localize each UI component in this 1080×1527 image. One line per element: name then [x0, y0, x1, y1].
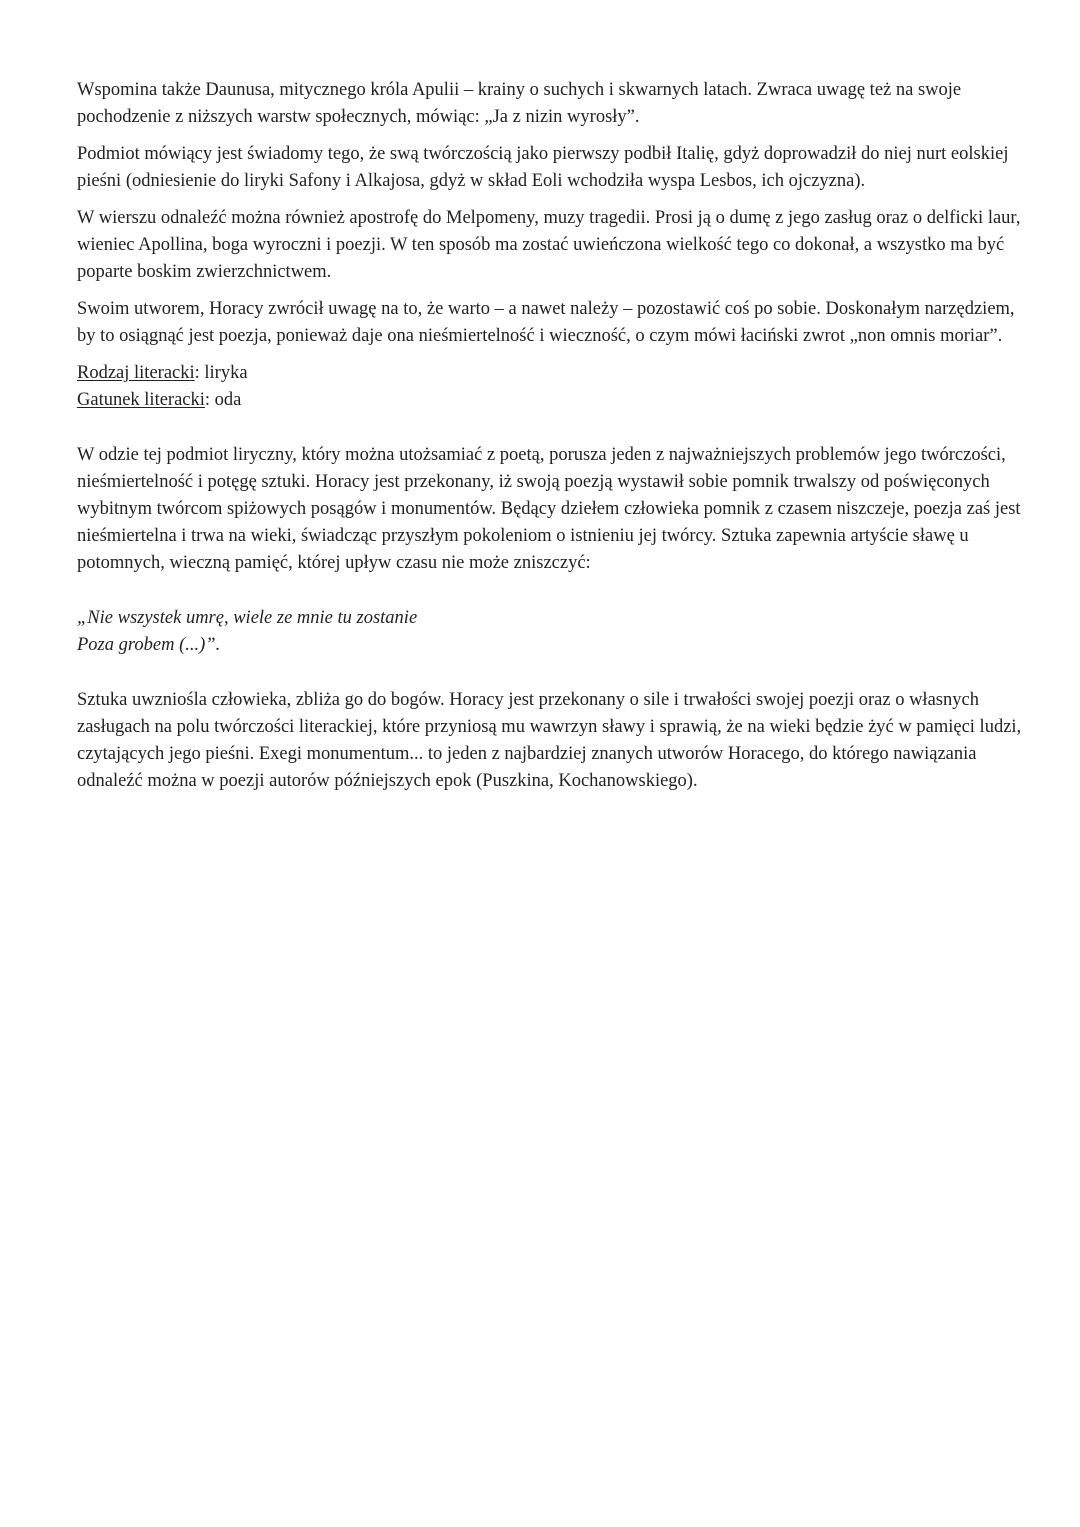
- paragraph-melpomena: W wierszu odnaleźć można również apostrofę do Melpomeny, muzy tragedii. Prosi ją o dumę z jego zasług oraz o delficki laur, wieniec Apollina, boga wyroczni i poezji. W ten sposób ma zostać uwieńczona wielkość tego co dokonał, a wszystko ma być poparte boskim zwierzchnictwem.: [77, 208, 1021, 282]
- literary-kind: [77, 360, 1027, 387]
- literary-kind-value: : liryka: [194, 363, 248, 383]
- paragraph-conclusion: Sztuka uwzniośla człowieka, zbliża go do bogów. Horacy jest przekonany o sile i trwałości swojej poezji oraz o własnych zasługach na polu twórczości literackiej, które przyniosą mu wawrzyn sławy i sprawią, że na wieki będzie żyć w pamięci ludzi, czytających jego pieśni. Exegi monumentum... to jeden z najbardziej znanych utworów Horacego, do którego nawiązania odnaleźć można w poezji autorów późniejszych epok (Puszkina, Kochanowskiego).: [77, 690, 1022, 791]
- literary-genre-value: : oda: [204, 390, 242, 410]
- paragraph-italia: Podmiot mówiący jest świadomy tego, że swą twórczością jako pierwszy podbił Italię, gdyż doprowadził do niej nurt eolskiej pieśni (odniesienie do liryki Safony i Alkajosa, gdyż w skład Eoli wchodziła wyspa Lesbos, ich ojczyzna).: [77, 144, 1009, 191]
- literary-kind-label: Rodzaj literacki: [77, 363, 195, 383]
- literary-genre-label: Gatunek literacki: [77, 390, 205, 410]
- paragraph-non-omnis-moriar: Swoim utworem, Horacy zwrócił uwagę na to, że warto – a nawet należy – pozostawić coś po sobie. Doskonałym narzędziem, by to osiągnąć jest poezja, ponieważ daje ona nieśmiertelność i wieczność, o czym mówi łaciński zwrot „non omnis moriar”.: [77, 299, 1015, 346]
- paragraph-daunus: Wspomina także Daunusa, mitycznego króla Apulii – krainy o suchych i skwarnych latach. Zwraca uwagę też na swoje pochodzenie z niższych warstw społecznych, mówiąc: „Ja z nizin wyrosły”.: [77, 80, 962, 127]
- paragraph-oda-analysis: W odzie tej podmiot liryczny, który można utożsamiać z poetą, porusza jeden z najważniejszych problemów jego twórczości, nieśmiertelność i potęgę sztuki. Horacy jest przekonany, iż swoją poezją wystawił sobie pomnik trwalszy od poświęconych wybitnym twórcom spiżowych posągów i monumentów. Będący dziełem człowieka pomnik z czasem niszczeje, poezja zaś jest nieśmiertelna i trwa na wieki, świadcząc przyszłym pokoleniom o istnieniu jej twórcy. Sztuka zapewnia artyście sławę u potomnych, wieczną pamięć, której upływ czasu nie może zniszczyć:: [77, 445, 1021, 573]
- document-page: [77, 77, 1027, 805]
- quote-line-2: Poza grobem (...)”.: [77, 635, 221, 655]
- quote-block: [77, 605, 1027, 659]
- quote-line-1: „Nie wszystek umrę, wiele ze mnie tu zostanie: [77, 608, 418, 628]
- literary-genre: [77, 387, 1027, 414]
- literary-classification: [77, 360, 1027, 414]
